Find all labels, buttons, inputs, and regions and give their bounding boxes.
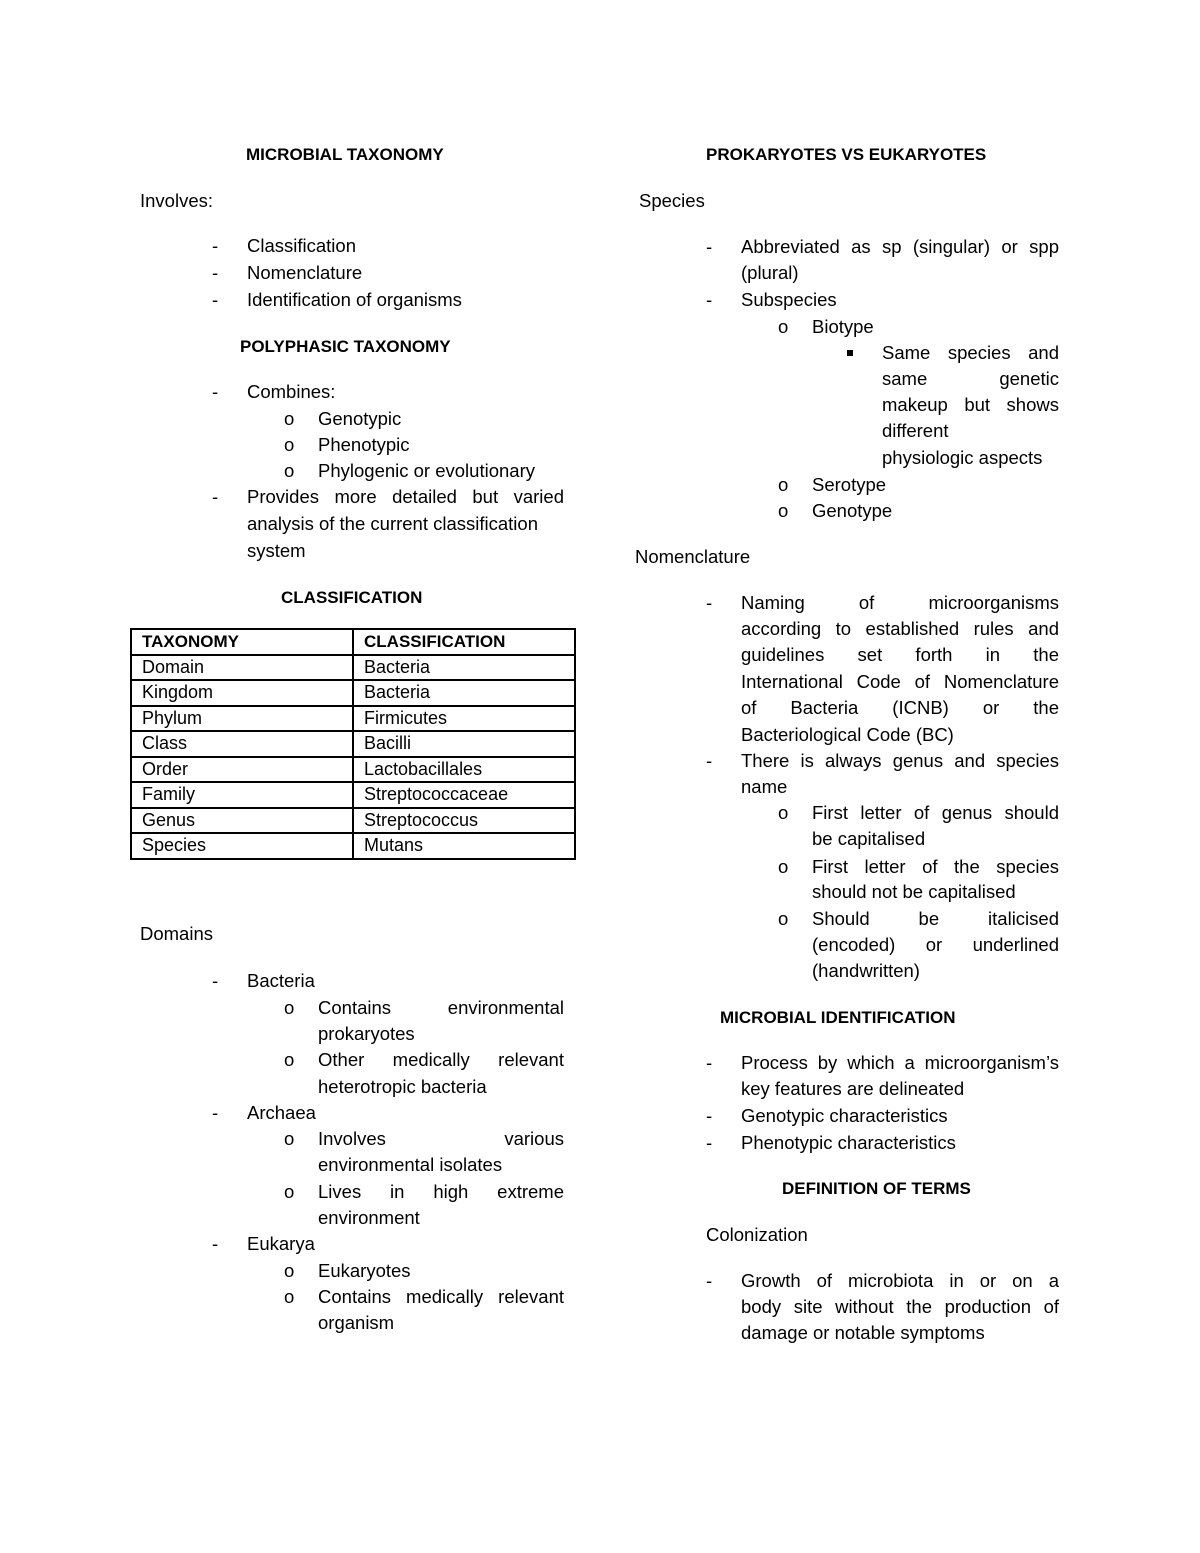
biotype-desc-line: different (882, 420, 949, 441)
table-row (131, 833, 575, 859)
species-label: Species (639, 190, 705, 211)
provides-line: analysis of the current classification (247, 513, 538, 534)
identification-item: Phenotypic characteristics (741, 1132, 956, 1153)
naming-line: Bacteriological Code (BC) (741, 724, 954, 745)
naming-rule-line: be capitalised (812, 828, 926, 849)
naming-line: of Bacteria (ICNB) or the (741, 697, 1059, 718)
genus-species-line: name (741, 776, 788, 797)
circle-bullet: o (284, 408, 295, 429)
dash-marker: - (706, 289, 713, 310)
identification-item: Genotypic characteristics (741, 1105, 948, 1126)
table-cell: Streptococcus (353, 808, 575, 834)
bacteria-detail-line: Contains environmental (318, 997, 564, 1018)
dash-marker: - (212, 235, 219, 256)
eukarya-detail-line: Contains medically relevant (318, 1286, 564, 1307)
table-cell: Mutans (353, 833, 575, 859)
classification-table (130, 628, 576, 860)
biotype-label: Biotype (812, 316, 874, 337)
circle-bullet: o (284, 1181, 295, 1202)
circle-bullet: o (778, 802, 789, 823)
biotype-desc-line: makeup but shows (882, 394, 1059, 415)
circle-bullet: o (284, 1260, 295, 1281)
table-cell: Phylum (131, 706, 353, 732)
naming-line: International Code of Nomenclature (741, 671, 1059, 692)
colonization-def-line: body site without the production of (741, 1296, 1059, 1317)
circle-bullet: o (778, 500, 789, 521)
table-header-row (131, 629, 575, 655)
table-cell: Lactobacillales (353, 757, 575, 783)
circle-bullet: o (284, 1286, 295, 1307)
dash-marker: - (706, 1132, 713, 1153)
involves-item: Nomenclature (247, 262, 363, 283)
naming-line: Naming of microorganisms (741, 592, 1059, 613)
circle-bullet: o (284, 434, 295, 455)
eukarya-detail-line: Eukaryotes (318, 1260, 411, 1281)
species-abbrev-line: Abbreviated as sp (singular) or spp (741, 236, 1059, 257)
table-cell: Streptococcaceae (353, 782, 575, 808)
table-cell: Bacteria (353, 680, 575, 706)
genus-species-line: There is always genus and species (741, 750, 1059, 771)
dash-marker: - (706, 750, 713, 771)
naming-rule-line: First letter of the species (812, 856, 1059, 877)
table-row (131, 757, 575, 783)
colonization-def-line: damage or notable symptoms (741, 1322, 985, 1343)
table-row (131, 782, 575, 808)
dash-marker: - (212, 1102, 219, 1123)
circle-bullet: o (284, 997, 295, 1018)
circle-bullet: o (778, 316, 789, 337)
biotype-desc-line: Same species and (882, 342, 1059, 363)
archaea-detail-line: Involves various (318, 1128, 564, 1149)
eukarya-detail-line: organism (318, 1312, 395, 1333)
bacteria-detail-line: Other medically relevant (318, 1049, 564, 1070)
dash-marker: - (212, 381, 219, 402)
serotype-label: Serotype (812, 474, 887, 495)
circle-bullet: o (778, 474, 789, 495)
table-cell: Kingdom (131, 680, 353, 706)
table-row (131, 706, 575, 732)
archaea-detail-line: environment (318, 1207, 420, 1228)
table-cell: Bacteria (353, 655, 575, 681)
table-cell: Species (131, 833, 353, 859)
table-cell: Bacilli (353, 731, 575, 757)
naming-rule-line: First letter of genus should (812, 802, 1059, 823)
combines-item: Genotypic (318, 408, 402, 429)
circle-bullet: o (778, 908, 789, 929)
page-title-prokaryotes-vs-eukaryotes: PROKARYOTES VS EUKARYOTES (706, 145, 987, 164)
involves-item: Classification (247, 235, 356, 256)
domain-archaea: Archaea (247, 1102, 316, 1123)
involves-item: Identification of organisms (247, 289, 462, 310)
species-abbrev-line: (plural) (741, 262, 799, 283)
dash-marker: - (212, 262, 219, 283)
provides-line: system (247, 540, 306, 561)
table-cell: Firmicutes (353, 706, 575, 732)
naming-line: guidelines set forth in the (741, 644, 1059, 665)
table-cell: Class (131, 731, 353, 757)
dash-marker: - (212, 970, 219, 991)
archaea-detail-line: environmental isolates (318, 1154, 503, 1175)
archaea-detail-line: Lives in high extreme (318, 1181, 564, 1202)
table-header-cell: TAXONOMY (131, 629, 353, 655)
table-cell: Genus (131, 808, 353, 834)
table-cell: Domain (131, 655, 353, 681)
genotype-label: Genotype (812, 500, 893, 521)
subspecies-label: Subspecies (741, 289, 837, 310)
dash-marker: - (706, 592, 713, 613)
nomenclature-label: Nomenclature (635, 546, 751, 567)
naming-rule-line: Should be italicised (812, 908, 1059, 929)
dash-marker: - (212, 486, 219, 507)
dash-marker: - (706, 1105, 713, 1126)
dash-marker: - (212, 1233, 219, 1254)
biotype-desc-line: same genetic (882, 368, 1059, 389)
colonization-label: Colonization (706, 1224, 808, 1245)
colonization-def-line: Growth of microbiota in or on a (741, 1270, 1059, 1291)
heading-classification: CLASSIFICATION (281, 588, 423, 607)
provides-line: Provides more detailed but varied (247, 486, 564, 507)
naming-line: according to established rules and (741, 618, 1059, 639)
domain-bacteria: Bacteria (247, 970, 315, 991)
combines-label: Combines: (247, 381, 336, 402)
involves-label: Involves: (140, 190, 214, 211)
naming-rule-line: should not be capitalised (812, 881, 1016, 902)
heading-microbial-identification: MICROBIAL IDENTIFICATION (720, 1008, 956, 1027)
identification-line: key features are delineated (741, 1078, 965, 1099)
table-cell: Order (131, 757, 353, 783)
dash-marker: - (706, 1052, 713, 1073)
domains-label: Domains (140, 923, 213, 944)
table-row (131, 731, 575, 757)
table-cell: Family (131, 782, 353, 808)
dash-marker: - (706, 236, 713, 257)
circle-bullet: o (284, 460, 295, 481)
naming-rule-line: (encoded) or underlined (812, 934, 1059, 955)
biotype-desc-line: physiologic aspects (882, 447, 1043, 468)
dash-marker: - (212, 289, 219, 310)
table-row (131, 680, 575, 706)
combines-item: Phylogenic or evolutionary (318, 460, 535, 481)
domain-eukarya: Eukarya (247, 1233, 315, 1254)
heading-polyphasic-taxonomy: POLYPHASIC TAXONOMY (240, 337, 451, 356)
square-bullet-icon (847, 350, 853, 356)
heading-definition-of-terms: DEFINITION OF TERMS (782, 1179, 971, 1198)
combines-item: Phenotypic (318, 434, 410, 455)
circle-bullet: o (284, 1128, 295, 1149)
table-row (131, 655, 575, 681)
circle-bullet: o (778, 856, 789, 877)
naming-rule-line: (handwritten) (812, 960, 920, 981)
bacteria-detail-line: prokaryotes (318, 1023, 415, 1044)
dash-marker: - (706, 1270, 713, 1291)
circle-bullet: o (284, 1049, 295, 1070)
bacteria-detail-line: heterotropic bacteria (318, 1076, 487, 1097)
table-header-cell: CLASSIFICATION (353, 629, 575, 655)
table-row (131, 808, 575, 834)
identification-line: Process by which a microorganism’s (741, 1052, 1059, 1073)
page-title-microbial-taxonomy: MICROBIAL TAXONOMY (246, 145, 444, 164)
